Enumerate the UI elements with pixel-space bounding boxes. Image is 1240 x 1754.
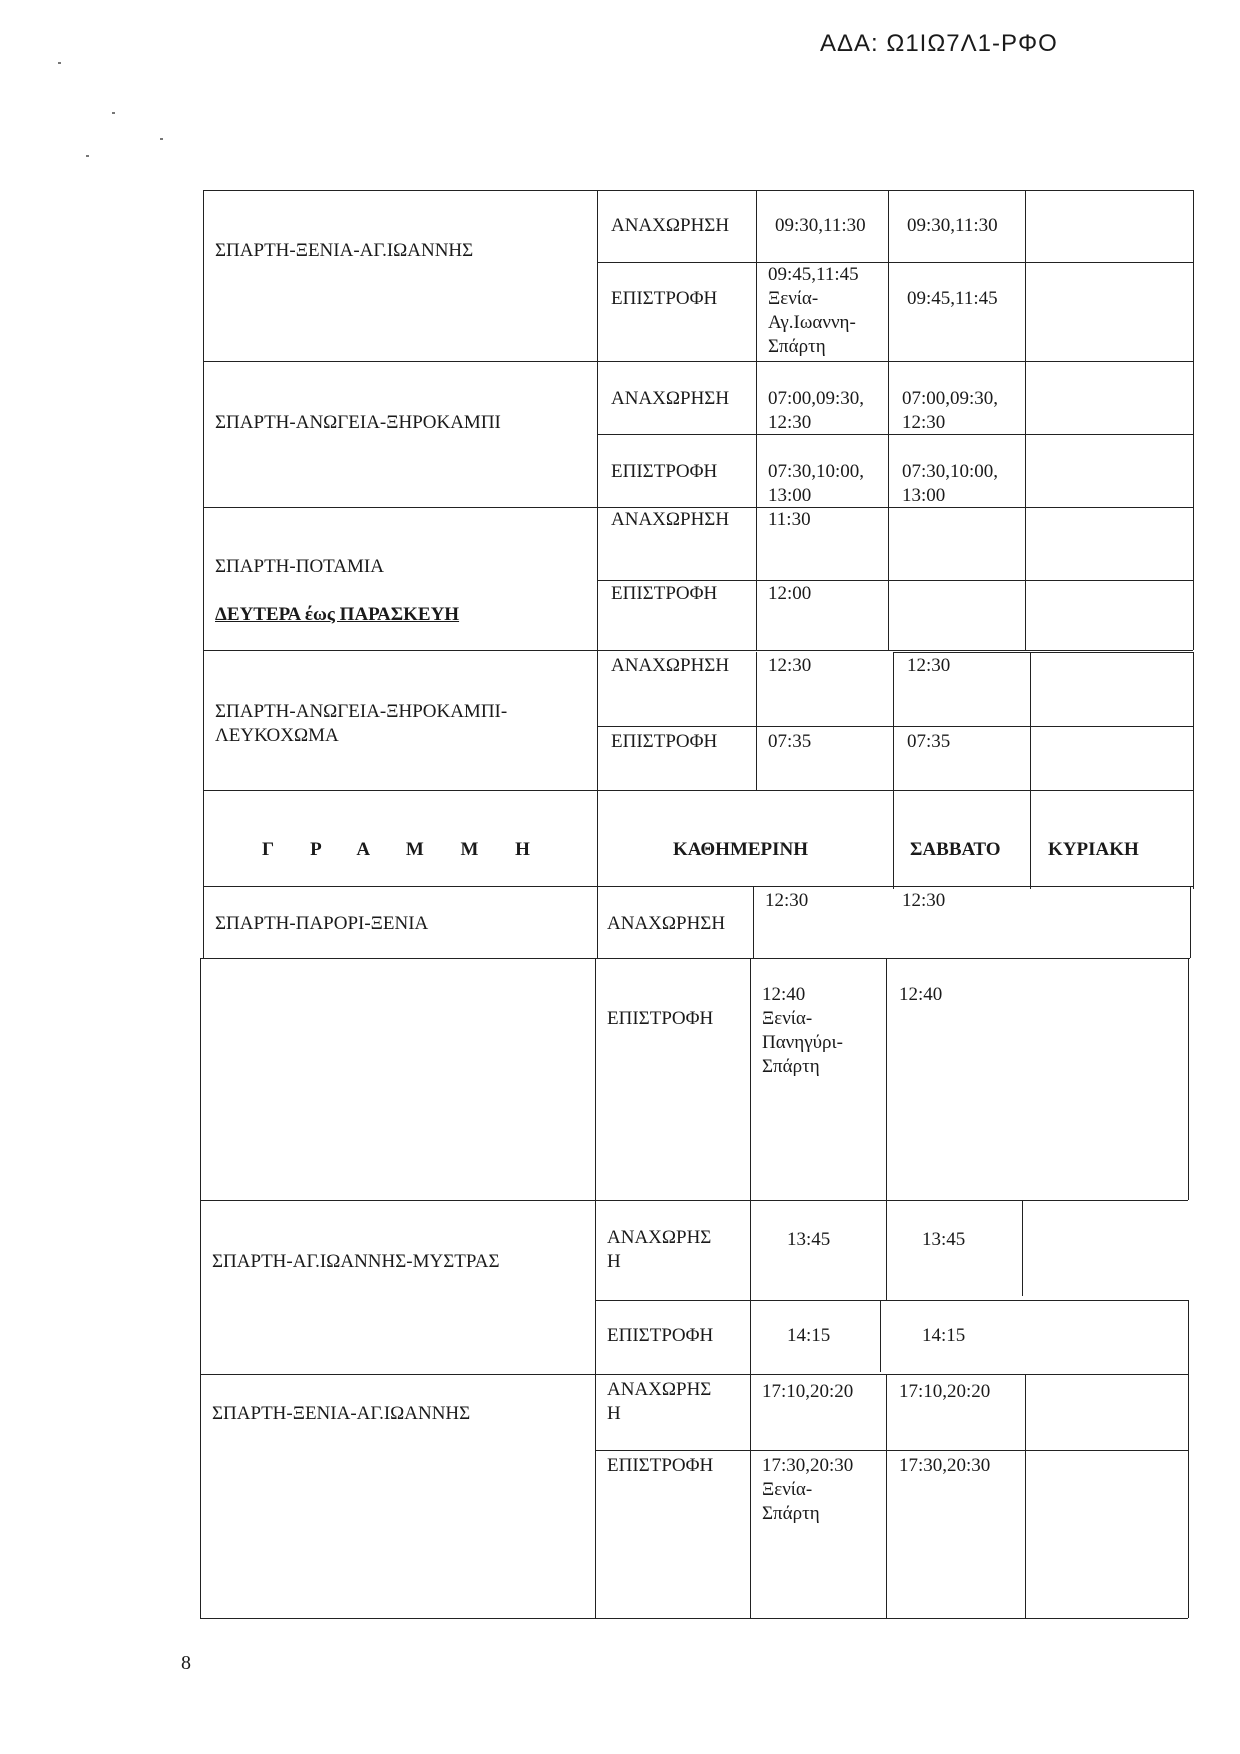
header-weekday: ΚΑΘΗΜΕΡΙΝΗ [673,839,809,860]
header-line: Γ Ρ Α Μ Μ Η [262,839,546,860]
saturday-time: 07:00,09:30, 12:30 [902,388,999,433]
column-divider [756,652,757,790]
row-divider [597,726,1193,727]
route-name: ΣΠΑΡΤΗ-ΞΕΝΙΑ-ΑΓ.ΙΩΑΝΝΗΣ [212,1403,471,1424]
block-divider [203,650,1193,651]
page-number: 8 [181,1652,191,1674]
weekday-time: 07:35 [768,731,812,752]
block-divider [203,790,1193,791]
trip-type: ΑΝΑΧΩΡΗΣΗ [611,215,730,236]
route-name: ΣΠΑΡΤΗ-ΑΝΩΓΕΙΑ-ΞΗΡΟΚΑΜΠΙ- ΛΕΥΚΟΧΩΜΑ [215,701,508,746]
weekday-time: 09:30,11:30 [775,215,866,236]
table-border-left [203,190,204,790]
trip-type: ΕΠΙΣΤΡΟΦΗ [607,1008,714,1029]
trip-type: ΑΝΑΧΩΡΗΣΗ [611,655,730,676]
column-divider [880,1300,881,1372]
column-divider [597,790,598,958]
header-bottom [597,886,1193,887]
column-divider [750,1200,751,1618]
column-divider [595,958,596,1618]
trip-type: ΕΠΙΣΤΡΟΦΗ [611,583,718,604]
block-divider [203,361,1193,362]
trip-type: ΕΠΙΣΤΡΟΦΗ [611,288,718,309]
column-divider [1025,190,1026,650]
header-bottom [203,886,597,887]
saturday-time: 14:15 [922,1325,966,1346]
table-border-right [1188,958,1189,1200]
table-border-right [1188,1300,1189,1618]
column-divider [1022,1200,1023,1296]
trip-type: ΑΝΑΧΩΡΗΣΗ [611,388,730,409]
saturday-time: 09:45,11:45 [907,288,998,309]
trip-type: ΑΝΑΧΩΡΗΣ Η [607,1379,712,1424]
saturday-time: 09:30,11:30 [907,215,998,236]
saturday-time: 17:10,20:20 [899,1381,991,1402]
trip-type: ΑΝΑΧΩΡΗΣ Η [607,1227,712,1272]
weekday-time: 12:00 [768,583,812,604]
table-border-bottom [200,1618,1188,1619]
header-saturday: ΣΑΒΒΑΤΟ [910,839,1001,860]
scan-speck [86,155,89,157]
row-divider [893,652,1193,653]
row-divider [597,434,1193,435]
weekday-time: 17:10,20:20 [762,1381,854,1402]
column-divider [597,190,598,790]
saturday-time: 07:35 [907,731,951,752]
table-border-top [203,190,1193,191]
weekday-time: 09:45,11:45 Ξενία- Αγ.Ιωαννη- Σπάρτη [768,264,859,357]
saturday-time: 12:40 [899,984,943,1005]
table-border-left [200,958,201,1200]
weekday-time: 12:40 Ξενία- Πανηγύρι- Σπάρτη [762,984,843,1077]
trip-type: ΕΠΙΣΤΡΟΦΗ [611,461,718,482]
block-divider [200,1374,1188,1375]
route-name: ΣΠΑΡΤΗ-ΠΑΡΟΡΙ-ΞΕΝΙΑ [215,913,429,934]
trip-type: ΑΝΑΧΩΡΗΣΗ [607,913,726,934]
weekday-time: 12:30 [768,655,812,676]
trip-type: ΕΠΙΣΤΡΟΦΗ [611,731,718,752]
weekday-time: 07:30,10:00, 13:00 [768,461,865,506]
weekday-time: 12:30 [765,890,809,911]
column-divider [886,1374,887,1618]
route-name: ΣΠΑΡΤΗ-ΞΕΝΙΑ-ΑΓ.ΙΩΑΝΝΗΣ [215,240,474,261]
column-divider [1030,652,1031,889]
ada-code: ΑΔΑ: Ω1ΙΩ7Λ1-ΡΦΟ [820,30,1058,57]
block-divider [200,958,1190,959]
row-divider [595,1300,1188,1301]
weekday-time: 17:30,20:30 Ξενία- Σπάρτη [762,1455,854,1524]
column-divider [886,958,887,1200]
header-sunday: ΚΥΡΙΑΚΗ [1048,839,1139,860]
saturday-time: 12:30 [907,655,951,676]
table-border-left [203,790,204,958]
column-divider [886,1200,887,1300]
scan-speck [58,62,61,64]
weekday-time: 07:00,09:30, 12:30 [768,388,865,433]
table-border-right [1193,652,1194,889]
saturday-time: 17:30,20:30 [899,1455,991,1476]
row-divider [597,580,1193,581]
saturday-time: 07:30,10:00, 13:00 [902,461,999,506]
route-name: ΣΠΑΡΤΗ-ΠΟΤΑΜΙΑ [215,556,384,577]
column-divider [750,958,751,1200]
column-divider [893,652,894,889]
weekday-time: 14:15 [787,1325,831,1346]
saturday-time: 12:30 [902,890,946,911]
row-divider [595,1450,1188,1451]
table-border-left [200,1200,201,1618]
column-divider [1025,1374,1026,1618]
column-divider [888,190,889,650]
table-border-right [1193,190,1194,650]
table-border-right [1190,886,1191,958]
column-divider [753,886,754,958]
weekday-time: 13:45 [787,1229,831,1250]
route-name: ΣΠΑΡΤΗ-ΑΓ.ΙΩΑΝΝΗΣ-ΜΥΣΤΡΑΣ [212,1251,500,1272]
route-days-note: ΔΕΥΤΕΡΑ έως ΠΑΡΑΣΚΕΥΗ [215,604,460,625]
saturday-time: 13:45 [922,1229,966,1250]
route-name: ΣΠΑΡΤΗ-ΑΝΩΓΕΙΑ-ΞΗΡΟΚΑΜΠΙ [215,412,501,433]
trip-type: ΕΠΙΣΤΡΟΦΗ [607,1455,714,1476]
row-divider [597,262,1193,263]
block-divider [200,1200,1188,1201]
column-divider [756,190,757,650]
scan-speck [160,138,163,140]
weekday-time: 11:30 [768,509,811,530]
scan-speck [112,112,115,114]
trip-type: ΕΠΙΣΤΡΟΦΗ [607,1325,714,1346]
trip-type: ΑΝΑΧΩΡΗΣΗ [611,509,730,530]
